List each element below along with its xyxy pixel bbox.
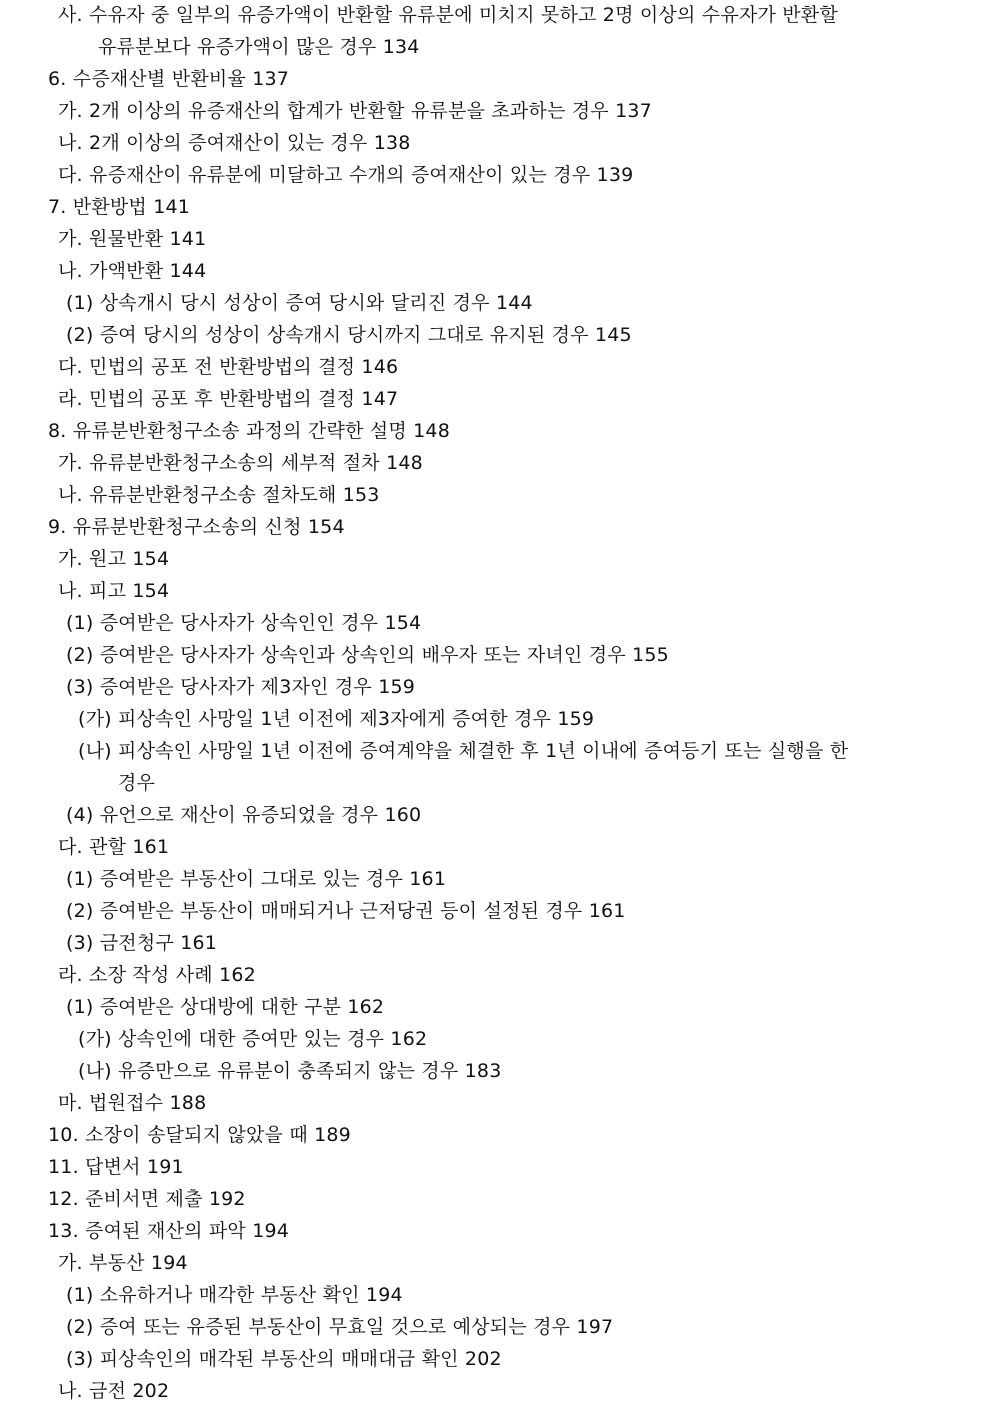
toc-entry: (가) 상속인에 대한 증여만 있는 경우 162 (78, 1028, 428, 1050)
toc-entry: (2) 증여받은 부동산이 매매되거나 근저당권 등이 설정된 경우 161 (66, 900, 626, 922)
toc-entry: 가. 부동산 194 (58, 1252, 188, 1274)
toc-entry: 11. 답변서 191 (48, 1156, 184, 1178)
toc-entry: 나. 피고 154 (58, 580, 170, 602)
toc-entry: (나) 피상속인 사망일 1년 이전에 증여계약을 체결한 후 1년 이내에 증여등기 또는 실행을 한 (78, 740, 849, 762)
toc-entry: (2) 증여받은 당사자가 상속인과 상속인의 배우자 또는 자녀인 경우 155 (66, 644, 669, 666)
toc-entry: (1) 소유하거나 매각한 부동산 확인 194 (66, 1284, 403, 1306)
toc-entry: 유류분보다 유증가액이 많은 경우 134 (98, 36, 420, 58)
toc-entry: 나. 가액반환 144 (58, 260, 207, 282)
toc-entry: 다. 유증재산이 유류분에 미달하고 수개의 증여재산이 있는 경우 139 (58, 164, 634, 186)
toc-entry: 가. 유류분반환청구소송의 세부적 절차 148 (58, 452, 423, 474)
toc-entry: 다. 관할 161 (58, 836, 170, 858)
toc-entry: 나. 2개 이상의 증여재산이 있는 경우 138 (58, 132, 411, 154)
toc-entry: 가. 원고 154 (58, 548, 170, 570)
toc-entry: 라. 소장 작성 사례 162 (58, 964, 256, 986)
toc-entry: 마. 법원접수 188 (58, 1092, 207, 1114)
toc-entry: 나. 유류분반환청구소송 절차도해 153 (58, 484, 380, 506)
toc-entry: 9. 유류분반환청구소송의 신청 154 (48, 516, 345, 538)
toc-entry: 가. 원물반환 141 (58, 228, 207, 250)
toc-entry: (1) 증여받은 당사자가 상속인인 경우 154 (66, 612, 422, 634)
toc-entry: (3) 금전청구 161 (66, 932, 218, 954)
toc-entry: 나. 금전 202 (58, 1380, 170, 1402)
toc-entry: (4) 유언으로 재산이 유증되었을 경우 160 (66, 804, 422, 826)
toc-entry: 다. 민법의 공포 전 반환방법의 결정 146 (58, 356, 399, 378)
toc-entry: 사. 수유자 중 일부의 유증가액이 반환할 유류분에 미치지 못하고 2명 이상의 수유자가 반환할 (58, 4, 838, 26)
toc-entry: (2) 증여 또는 유증된 부동산이 무효일 것으로 예상되는 경우 197 (66, 1316, 614, 1338)
toc-entry: 8. 유류분반환청구소송 과정의 간략한 설명 148 (48, 420, 451, 442)
toc-entry: (2) 증여 당시의 성상이 상속개시 당시까지 그대로 유지된 경우 145 (66, 324, 632, 346)
toc-entry: (1) 상속개시 당시 성상이 증여 당시와 달리진 경우 144 (66, 292, 533, 314)
toc-entry: (3) 증여받은 당사자가 제3자인 경우 159 (66, 676, 416, 698)
toc-entry: (3) 피상속인의 매각된 부동산의 매매대금 확인 202 (66, 1348, 502, 1370)
toc-entry: (가) 피상속인 사망일 1년 이전에 제3자에게 증여한 경우 159 (78, 708, 595, 730)
toc-entry: 가. 2개 이상의 유증재산의 합계가 반환할 유류분을 초과하는 경우 137 (58, 100, 652, 122)
toc-entry: (나) 유증만으로 유류분이 충족되지 않는 경우 183 (78, 1060, 502, 1082)
toc-entry: 10. 소장이 송달되지 않았을 때 189 (48, 1124, 351, 1146)
toc-entry: 경우 (118, 772, 156, 794)
toc-entry: 13. 증여된 재산의 파악 194 (48, 1220, 290, 1242)
toc-entry: (1) 증여받은 부동산이 그대로 있는 경우 161 (66, 868, 447, 890)
toc-entry: (1) 증여받은 상대방에 대한 구분 162 (66, 996, 385, 1018)
toc-entry: 6. 수증재산별 반환비율 137 (48, 68, 290, 90)
toc-entry: 라. 민법의 공포 후 반환방법의 결정 147 (58, 388, 399, 410)
toc-entry: 7. 반환방법 141 (48, 196, 191, 218)
toc-entry: 12. 준비서면 제출 192 (48, 1188, 246, 1210)
